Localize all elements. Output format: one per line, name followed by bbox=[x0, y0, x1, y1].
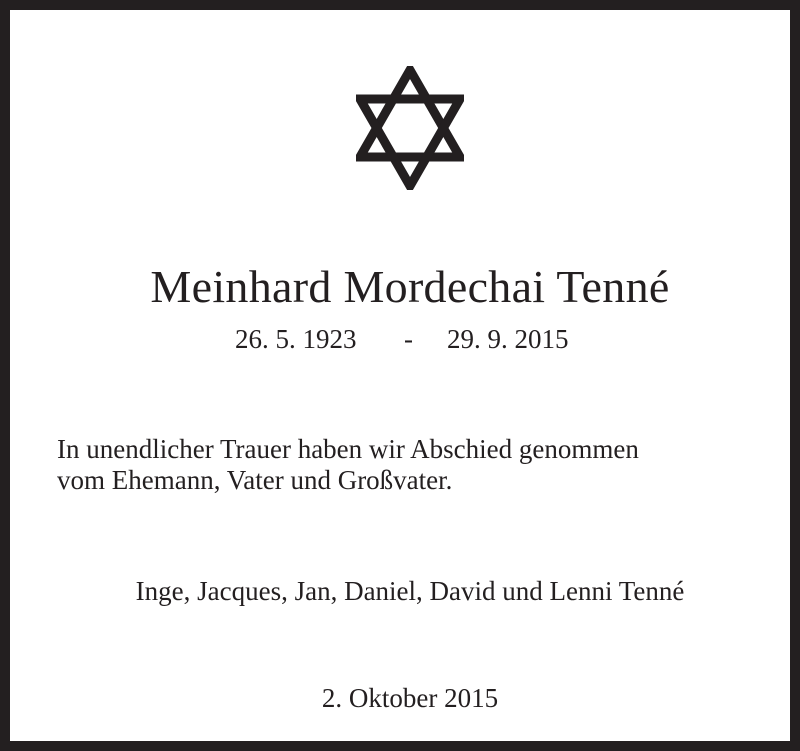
mourning-message-line: vom Ehemann, Vater und Großvater. bbox=[57, 465, 453, 495]
birth-date: 26. 5. 1923 bbox=[235, 324, 357, 354]
family-names: Inge, Jacques, Jan, Daniel, David und Lenni Tenné bbox=[135, 576, 685, 606]
star-of-david-icon bbox=[356, 66, 464, 190]
death-date: 29. 9. 2015 bbox=[447, 324, 569, 354]
date-separator: - bbox=[404, 324, 413, 354]
deceased-name: Meinhard Mordechai Tenné bbox=[150, 261, 670, 312]
life-dates bbox=[10, 324, 800, 358]
publication-date: 2. Oktober 2015 bbox=[321, 683, 499, 713]
mourning-message bbox=[57, 434, 777, 496]
mourning-message-line: In unendlicher Trauer haben wir Abschied genommen bbox=[57, 434, 639, 464]
